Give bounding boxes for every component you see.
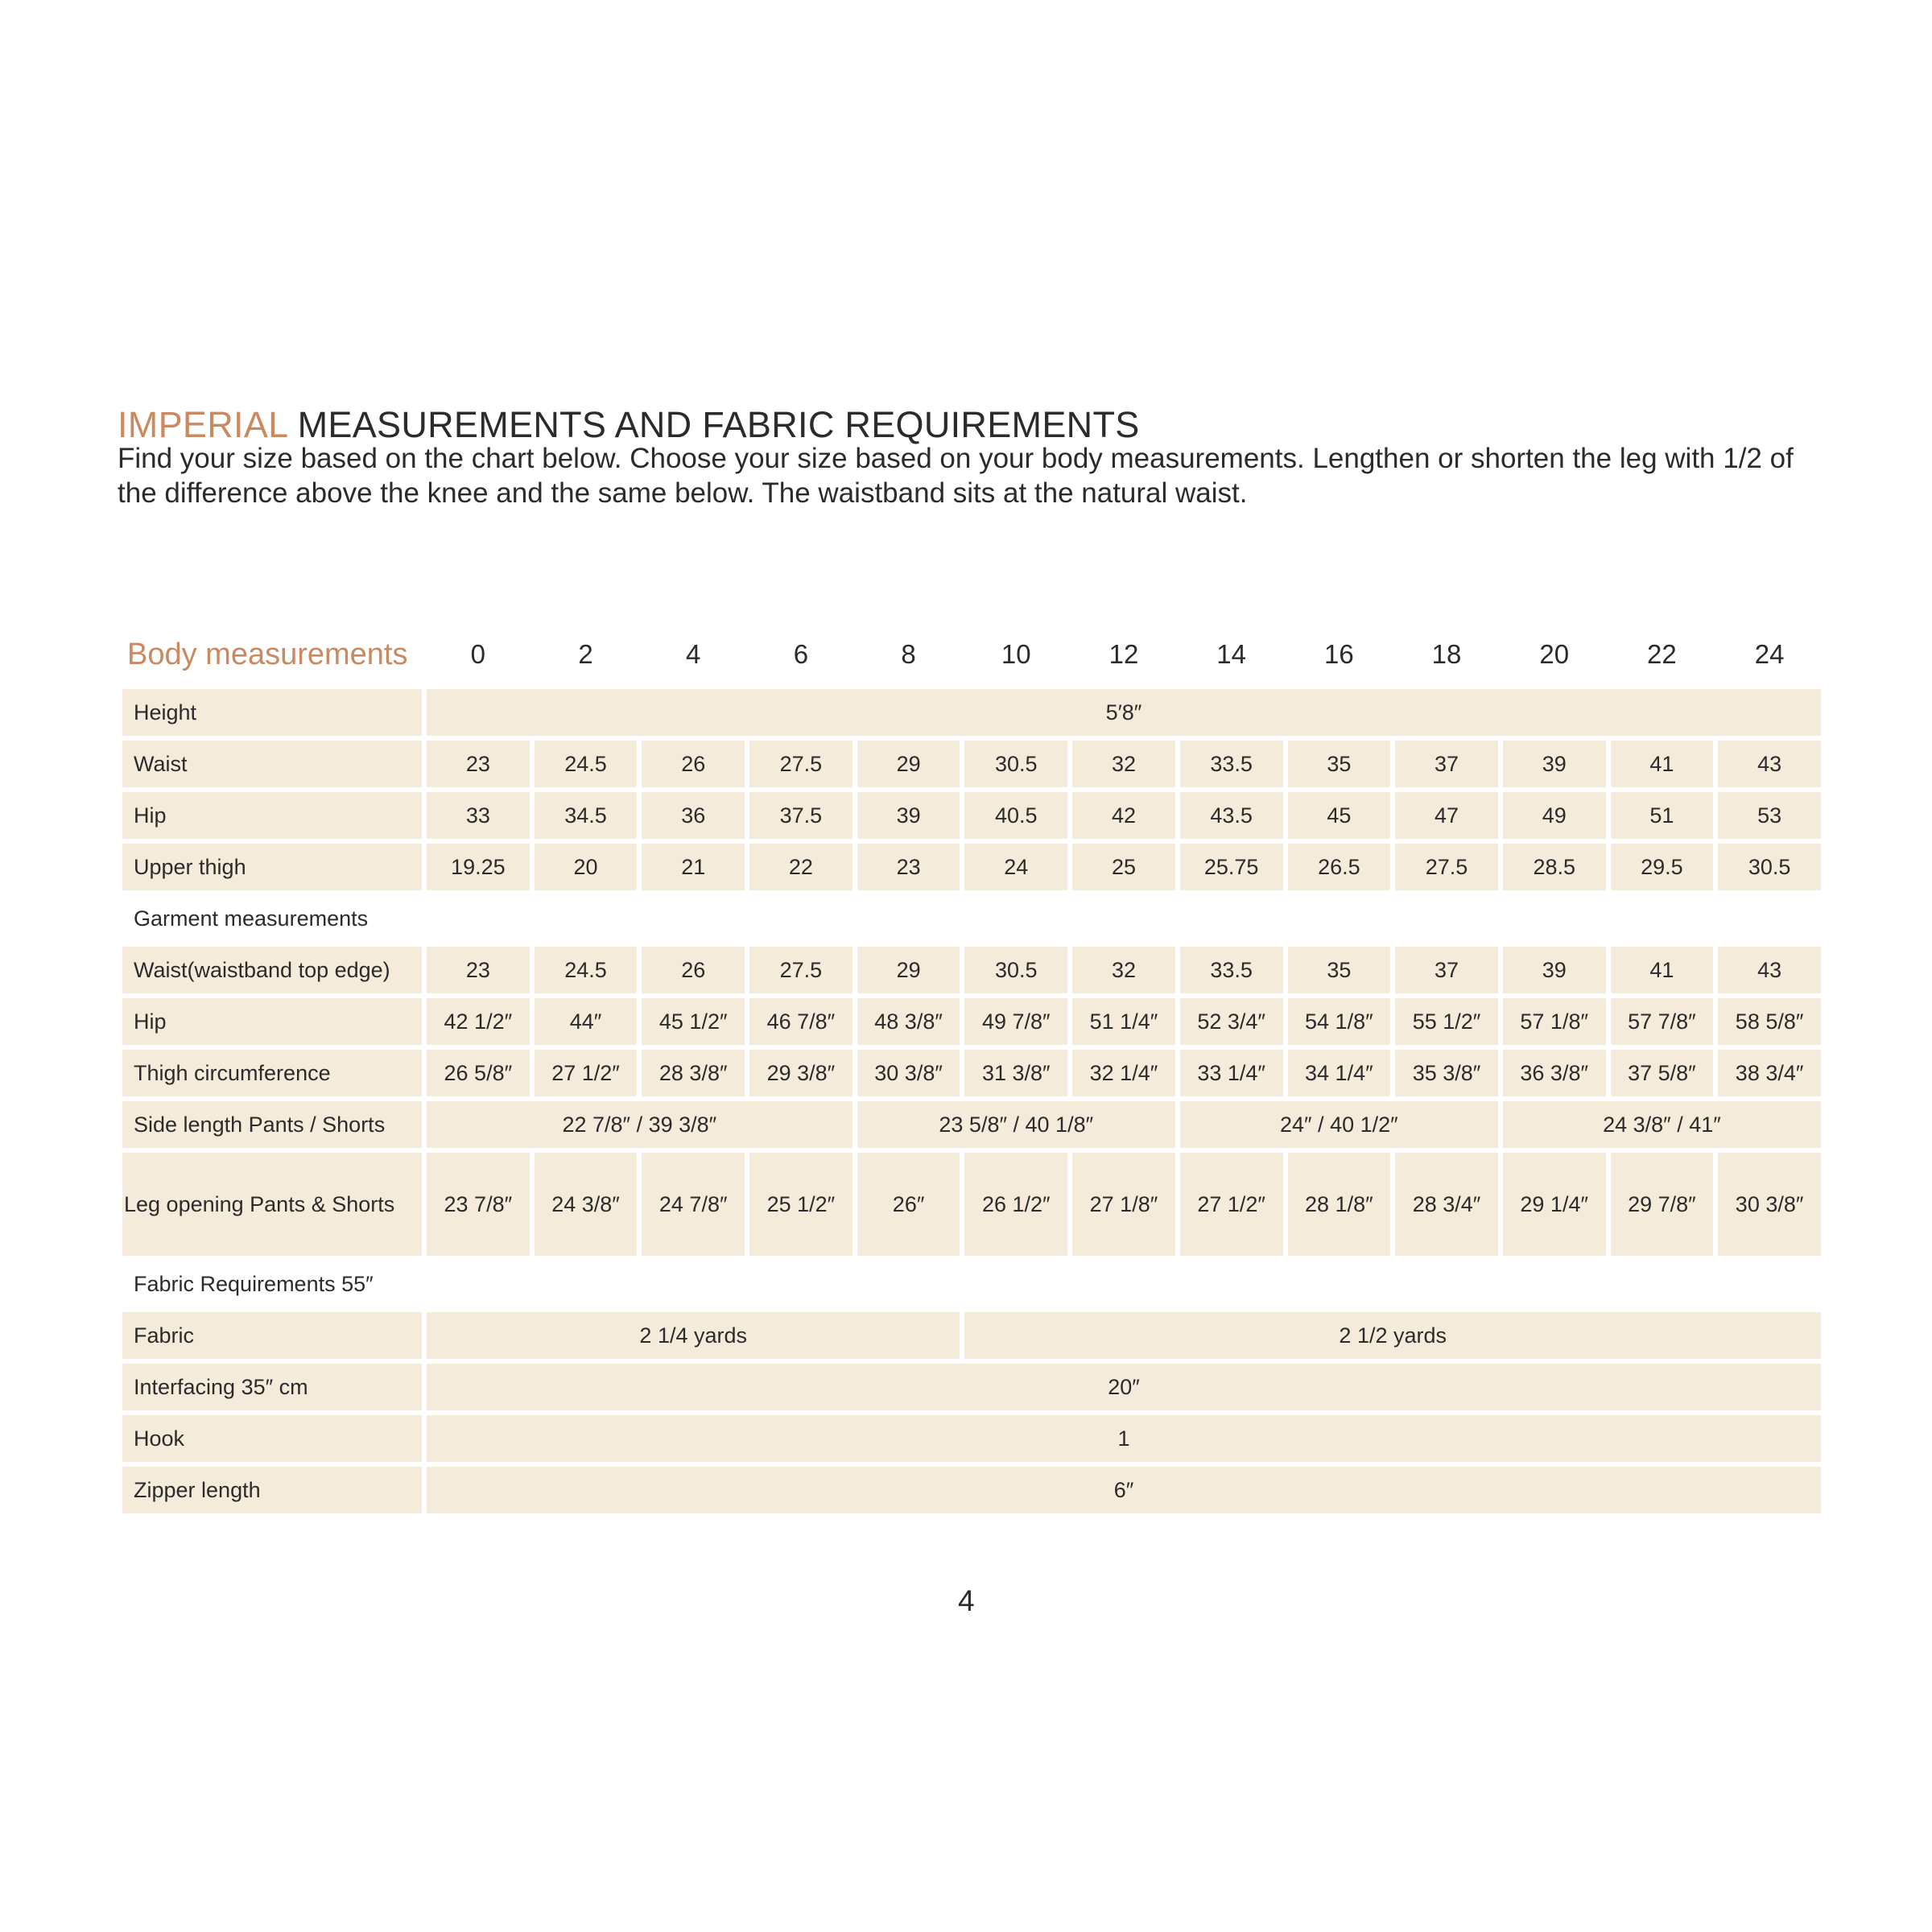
table-cell-merged: 5′8″ [427, 689, 1821, 736]
table-cell: 24 3/8″ [535, 1153, 638, 1256]
table-cell: 29 [857, 741, 960, 787]
size-table [118, 620, 1826, 1518]
table-cell: 27.5 [1395, 844, 1498, 890]
row-label: Hip [122, 998, 422, 1045]
table-row [122, 1467, 1821, 1513]
table-cell-merged: 1 [427, 1415, 1821, 1462]
table-cell: 28 3/4″ [1395, 1153, 1498, 1256]
table-cell: 27 1/2″ [535, 1050, 638, 1096]
table-cell: 33.5 [1180, 947, 1283, 993]
table-cell: 26 5/8″ [427, 1050, 530, 1096]
table-cell-merged: 6″ [427, 1467, 1821, 1513]
table-cell: 35 3/8″ [1395, 1050, 1498, 1096]
table-cell: 23 [427, 947, 530, 993]
table-cell: 23 [427, 741, 530, 787]
table-cell: 40.5 [964, 792, 1067, 839]
table-cell: 26″ [857, 1153, 960, 1256]
table-cell: 52 3/4″ [1180, 998, 1283, 1045]
table-cell: 33.5 [1180, 741, 1283, 787]
table-cell: 25 1/2″ [749, 1153, 852, 1256]
table-cell: 29 3/8″ [749, 1050, 852, 1096]
table-row [122, 998, 1821, 1045]
table-cell: 47 [1395, 792, 1498, 839]
table-cell: 42 [1072, 792, 1175, 839]
table-cell: 26 [642, 947, 745, 993]
section-heading: Fabric Requirements 55″ [134, 1271, 374, 1296]
table-cell: 31 3/8″ [964, 1050, 1067, 1096]
table-row [122, 689, 1821, 736]
table-cell: 21 [642, 844, 745, 890]
table-cell: 44″ [535, 998, 638, 1045]
row-label: Waist(waistband top edge) [122, 947, 422, 993]
table-cell-merged: 24″ / 40 1/2″ [1180, 1101, 1498, 1148]
table-cell: 23 7/8″ [427, 1153, 530, 1256]
size-header-cell: 8 [901, 639, 916, 669]
section-heading-row [122, 895, 1821, 942]
row-label: Upper thigh [122, 844, 422, 890]
section-heading: Garment measurements [134, 906, 369, 931]
table-cell: 24.5 [535, 741, 638, 787]
table-cell: 37 [1395, 741, 1498, 787]
size-header-cell: 0 [470, 639, 486, 669]
size-header-cell: 2 [578, 639, 593, 669]
table-row [122, 792, 1821, 839]
table-cell: 29 1/4″ [1503, 1153, 1606, 1256]
table-cell: 19.25 [427, 844, 530, 890]
size-header-cell: 12 [1108, 639, 1139, 669]
table-cell: 37 5/8″ [1611, 1050, 1714, 1096]
table-cell: 24.5 [535, 947, 638, 993]
table-cell: 37.5 [749, 792, 852, 839]
row-label: Zipper length [122, 1467, 422, 1513]
size-header-cell: 4 [686, 639, 701, 669]
table-cell: 32 [1072, 741, 1175, 787]
table-cell: 39 [1503, 947, 1606, 993]
table-cell: 25 [1072, 844, 1175, 890]
table-cell: 29.5 [1611, 844, 1714, 890]
row-label: Interfacing 35″ cm [122, 1364, 422, 1410]
intro-paragraph: Find your size based on the chart below. Choose your size based on your body measurements. Lengthen or shorten the leg with 1/2 of the difference above the knee and the same below. The waistband sits at the natural waist. [118, 443, 1794, 509]
table-cell: 27.5 [749, 947, 852, 993]
table-cell-merged: 2 1/2 yards [964, 1312, 1821, 1359]
title-main: MEASUREMENTS AND FABRIC REQUIREMENTS [297, 404, 1140, 445]
table-cell: 49 7/8″ [964, 998, 1067, 1045]
table-row [122, 1101, 1821, 1148]
table-cell: 37 [1395, 947, 1498, 993]
table-cell: 53 [1718, 792, 1821, 839]
table-cell-merged: 23 5/8″ / 40 1/8″ [857, 1101, 1175, 1148]
table-cell: 39 [857, 792, 960, 839]
table-cell-merged: 24 3/8″ / 41″ [1503, 1101, 1821, 1148]
table-cell: 30 3/8″ [857, 1050, 960, 1096]
size-table-body [122, 689, 1821, 1513]
table-row [122, 1364, 1821, 1410]
table-cell: 30.5 [1718, 844, 1821, 890]
size-header-cell: 10 [1001, 639, 1031, 669]
table-cell: 35 [1288, 741, 1391, 787]
table-cell-merged: 22 7/8″ / 39 3/8″ [427, 1101, 852, 1148]
table-cell: 29 7/8″ [1611, 1153, 1714, 1256]
table-cell: 26 [642, 741, 745, 787]
size-chart [118, 620, 1826, 1518]
table-cell: 23 [857, 844, 960, 890]
row-label: Hip [122, 792, 422, 839]
table-cell-merged: 20″ [427, 1364, 1821, 1410]
table-cell: 35 [1288, 947, 1391, 993]
table-row [122, 844, 1821, 890]
table-cell: 29 [857, 947, 960, 993]
row-label: Thigh circumference [122, 1050, 422, 1096]
table-cell: 42 1/2″ [427, 998, 530, 1045]
table-cell: 26.5 [1288, 844, 1391, 890]
table-cell: 30 3/8″ [1718, 1153, 1821, 1256]
body-measurements-heading: Body measurements [127, 637, 408, 671]
table-cell: 34.5 [535, 792, 638, 839]
table-cell: 38 3/4″ [1718, 1050, 1821, 1096]
page-number: 4 [958, 1584, 975, 1617]
table-cell: 39 [1503, 741, 1606, 787]
size-header-row [122, 625, 1821, 684]
table-cell: 30.5 [964, 947, 1067, 993]
table-cell: 57 7/8″ [1611, 998, 1714, 1045]
row-label: Fabric [122, 1312, 422, 1359]
table-cell: 36 [642, 792, 745, 839]
table-cell: 24 7/8″ [642, 1153, 745, 1256]
table-cell: 55 1/2″ [1395, 998, 1498, 1045]
table-row [122, 1312, 1821, 1359]
table-cell: 20 [535, 844, 638, 890]
table-cell: 32 1/4″ [1072, 1050, 1175, 1096]
table-cell: 24 [964, 844, 1067, 890]
table-cell: 43 [1718, 947, 1821, 993]
table-cell: 45 1/2″ [642, 998, 745, 1045]
row-label: Leg opening Pants & Shorts [122, 1153, 422, 1256]
table-cell: 43.5 [1180, 792, 1283, 839]
size-header-cell: 24 [1754, 639, 1785, 669]
table-cell: 27 1/8″ [1072, 1153, 1175, 1256]
row-label: Side length Pants / Shorts [122, 1101, 422, 1148]
section-heading-row [122, 1261, 1821, 1307]
table-row [122, 1050, 1821, 1096]
size-header-cell: 16 [1323, 639, 1354, 669]
table-cell: 30.5 [964, 741, 1067, 787]
table-cell: 28 1/8″ [1288, 1153, 1391, 1256]
size-header-cell: 20 [1539, 639, 1570, 669]
size-header-cell: 22 [1647, 639, 1677, 669]
row-label: Height [122, 689, 422, 736]
table-cell: 33 [427, 792, 530, 839]
size-header-cell: 6 [793, 639, 809, 669]
table-cell: 27.5 [749, 741, 852, 787]
table-cell: 43 [1718, 741, 1821, 787]
row-label: Hook [122, 1415, 422, 1462]
table-cell: 28 3/8″ [642, 1050, 745, 1096]
table-cell: 54 1/8″ [1288, 998, 1391, 1045]
table-cell: 36 3/8″ [1503, 1050, 1606, 1096]
table-row [122, 741, 1821, 787]
table-cell: 26 1/2″ [964, 1153, 1067, 1256]
table-row [122, 1415, 1821, 1462]
table-cell: 51 1/4″ [1072, 998, 1175, 1045]
table-cell: 41 [1611, 741, 1714, 787]
table-cell: 46 7/8″ [749, 998, 852, 1045]
table-cell: 58 5/8″ [1718, 998, 1821, 1045]
table-cell: 25.75 [1180, 844, 1283, 890]
table-cell: 57 1/8″ [1503, 998, 1606, 1045]
table-cell: 33 1/4″ [1180, 1050, 1283, 1096]
table-cell: 51 [1611, 792, 1714, 839]
table-cell-merged: 2 1/4 yards [427, 1312, 960, 1359]
table-cell: 49 [1503, 792, 1606, 839]
table-cell: 34 1/4″ [1288, 1050, 1391, 1096]
table-row [122, 947, 1821, 993]
size-header-cell: 14 [1216, 639, 1247, 669]
title-accent: IMPERIAL [118, 404, 287, 445]
table-cell: 27 1/2″ [1180, 1153, 1283, 1256]
table-cell: 28.5 [1503, 844, 1606, 890]
size-header-cell: 18 [1431, 639, 1462, 669]
table-cell: 41 [1611, 947, 1714, 993]
table-row [122, 1153, 1821, 1256]
table-cell: 32 [1072, 947, 1175, 993]
table-cell: 45 [1288, 792, 1391, 839]
row-label: Waist [122, 741, 422, 787]
table-cell: 22 [749, 844, 852, 890]
table-cell: 48 3/8″ [857, 998, 960, 1045]
